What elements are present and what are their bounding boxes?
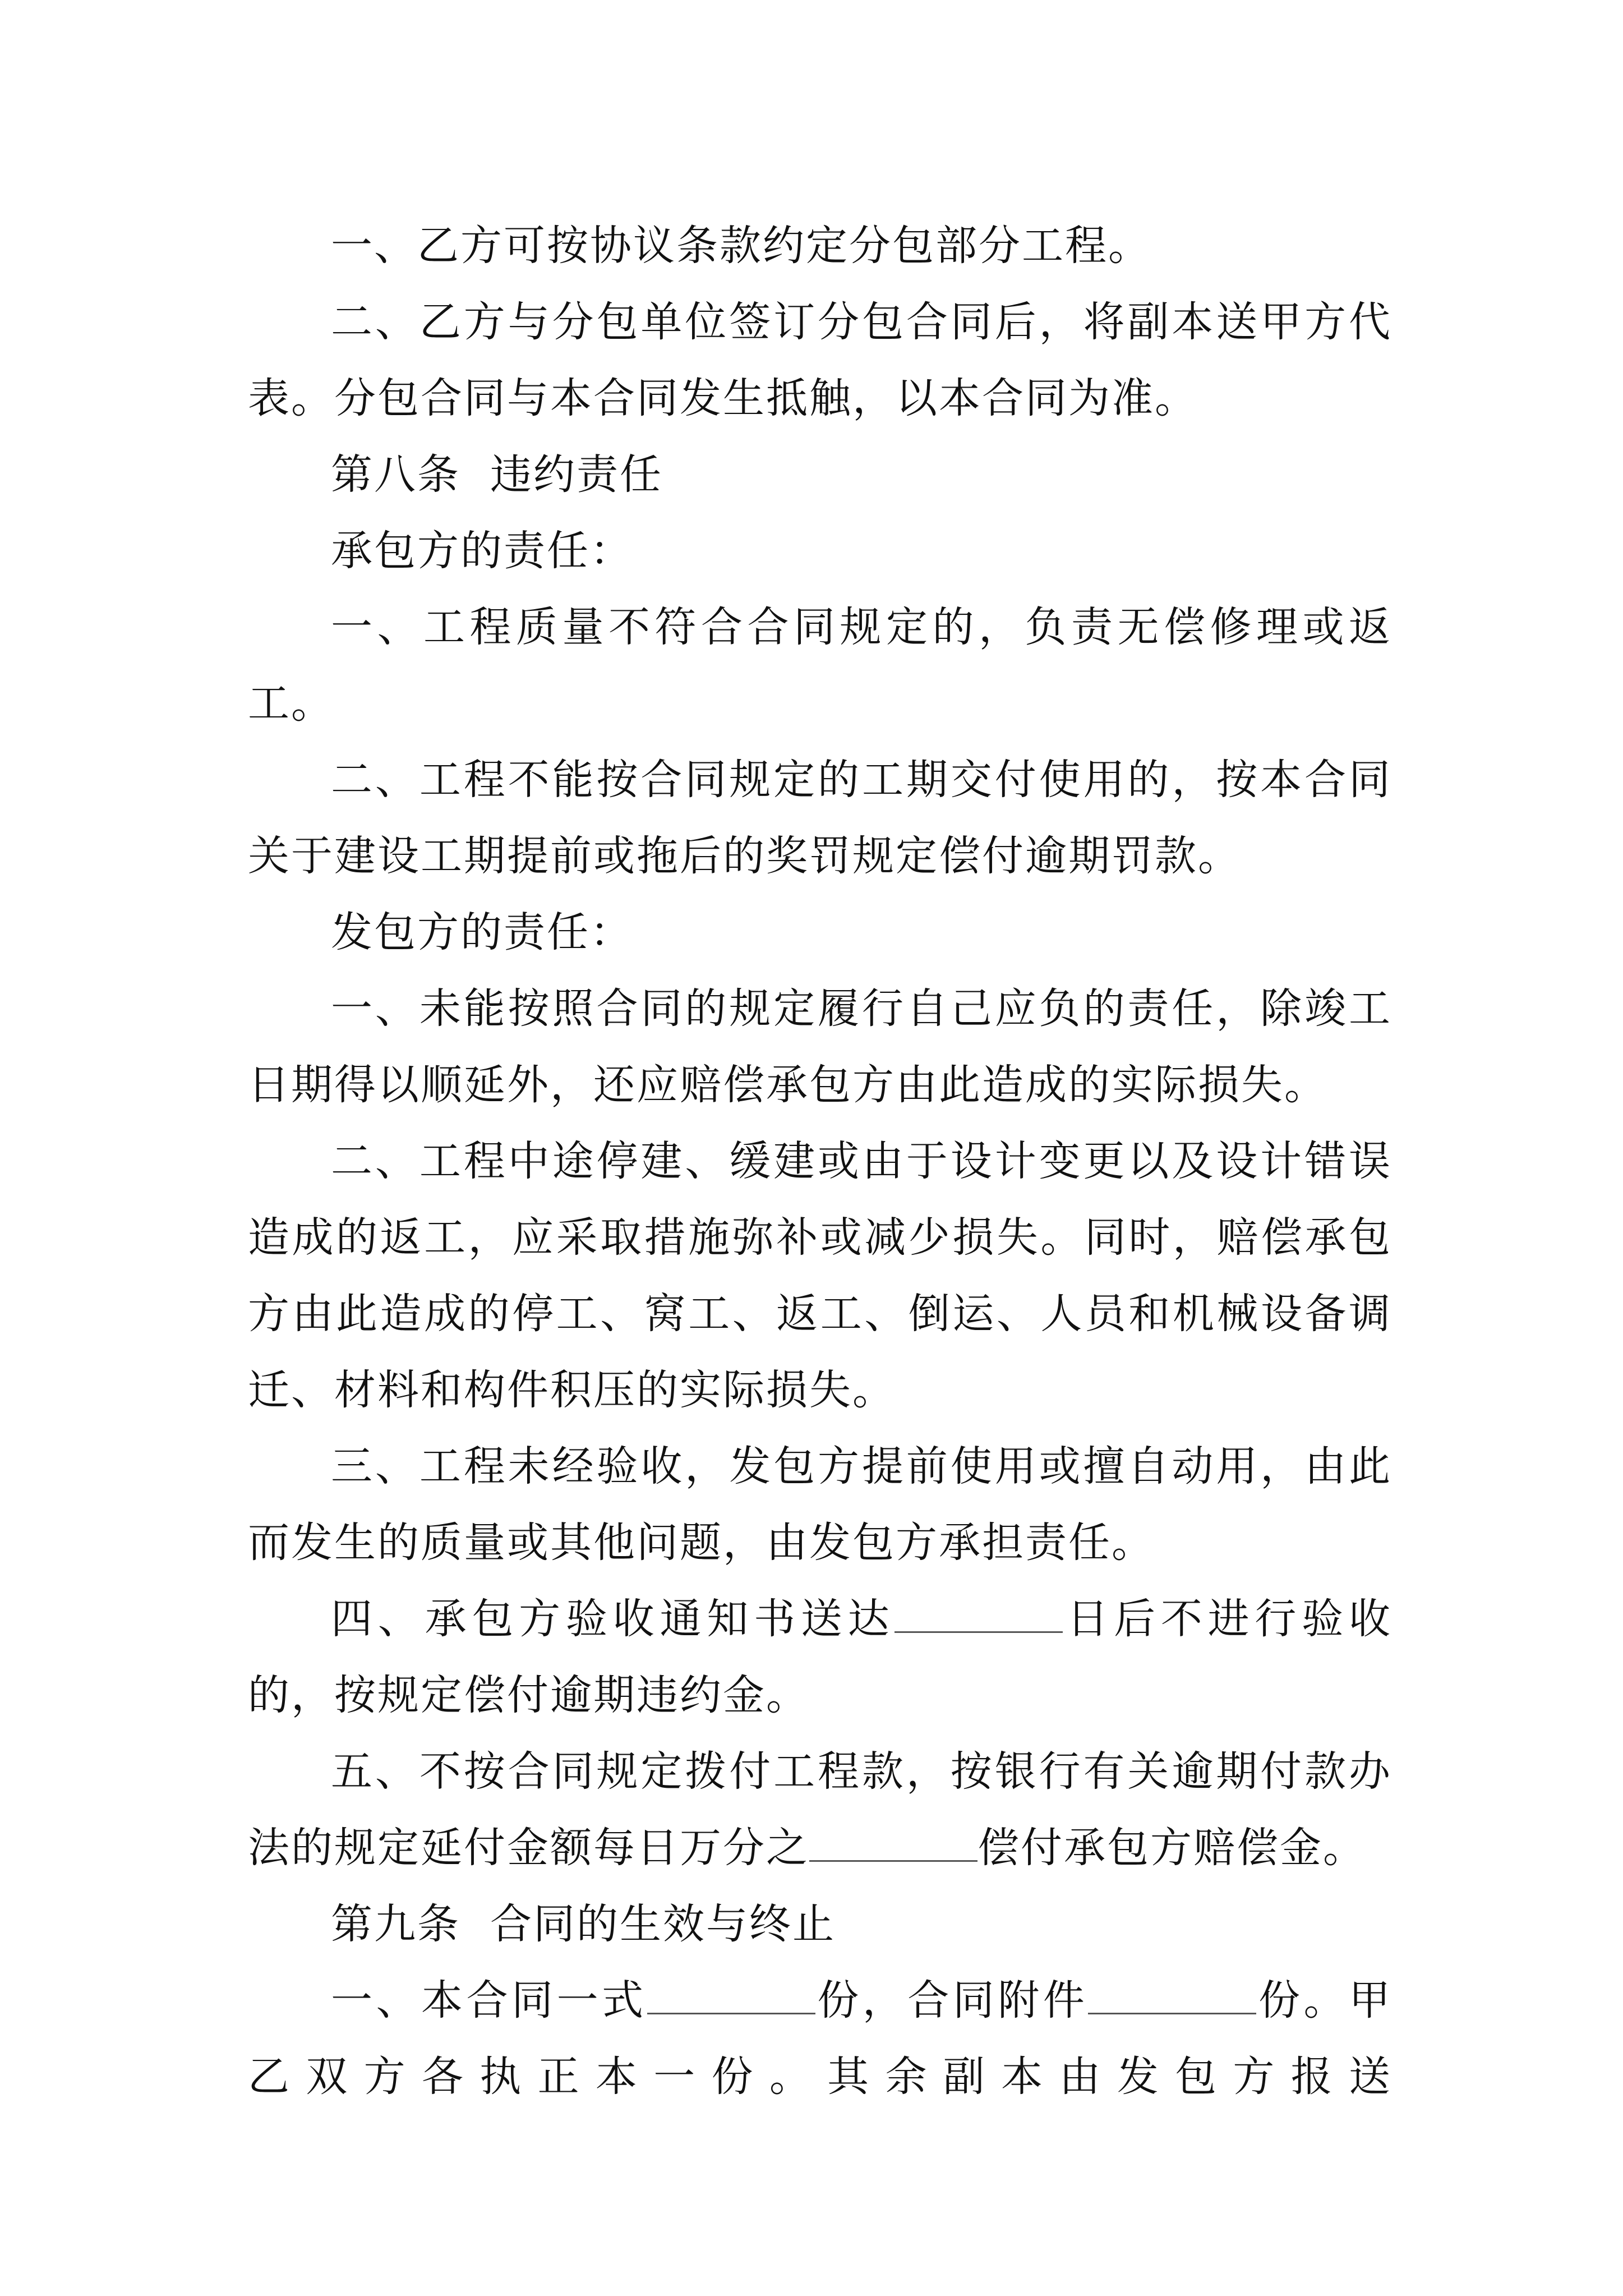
contractor-clause-1: 一、工程质量不符合合同规定的，负责无偿修理或返工。 xyxy=(248,603,1392,728)
client-clause-4-text-a: 四、承包方验收通知书送达 xyxy=(331,1595,895,1643)
fill-in-blank-attachments[interactable] xyxy=(1088,1978,1256,2014)
fill-in-blank-copies[interactable] xyxy=(647,1978,815,2014)
effect-clause-1 xyxy=(248,1962,1392,2115)
client-responsibility-title: 发包方的责任： xyxy=(331,908,633,956)
article-8-heading: 第八条 违约责任 xyxy=(331,450,663,499)
client-clause-5-text-a: 五、不按合同规定拨付工程款，按银行有关逾期付款办法的规定延付金额每日万分之 xyxy=(248,1747,1392,1872)
contractor-responsibility-title: 承包方的责任： xyxy=(331,527,633,575)
contractor-clause-2: 二、工程不能按合同规定的工期交付使用的，按本合同关于建设工期提前或拖后的奖罚规定偿付逾期罚款。 xyxy=(248,756,1392,880)
effect-clause-1-text-c: 份。甲乙双方各执正本一份。其余副本由发包方报送 xyxy=(248,1976,1393,2101)
client-clause-1: 一、未能按照合同的规定履行自己应负的责任，除竣工日期得以顺延外，还应赔偿承包方由此造成的实际损失。 xyxy=(248,984,1392,1109)
client-clause-3: 三、工程未经验收，发包方提前使用或擅自动用，由此而发生的质量或其他问题，由发包方承担责任。 xyxy=(248,1442,1392,1567)
fill-in-blank-rate[interactable] xyxy=(809,1825,978,1862)
client-clause-4-text-b: 日后不进行验收的，按规定偿付逾期违约金。 xyxy=(248,1595,1393,1719)
client-clause-5-text-b: 偿付承包方赔偿金。 xyxy=(978,1824,1366,1872)
article-9-heading: 第九条 合同的生效与终止 xyxy=(331,1900,836,1948)
client-clause-5 xyxy=(248,1733,1392,1886)
fill-in-blank-days[interactable] xyxy=(895,1596,1063,1633)
clause-subcontract-2: 二、乙方与分包单位签订分包合同后，将副本送甲方代表。分包合同与本合同发生抵触，以本合同为准。 xyxy=(248,298,1392,422)
client-clause-2: 二、工程中途停建、缓建或由于设计变更以及设计错误造成的返工，应采取措施弥补或减少损失。同时，赔偿承包方由此造成的停工、窝工、返工、倒运、人员和机械设备调迁、材料和构件积压的实际损失。 xyxy=(248,1137,1392,1414)
effect-clause-1-text-a: 一、本合同一式 xyxy=(331,1976,647,2024)
document-body xyxy=(248,208,1392,2115)
client-clause-4 xyxy=(248,1581,1392,1733)
effect-clause-1-text-b: 份，合同附件 xyxy=(815,1976,1089,2024)
clause-subcontract-1: 一、乙方可按协议条款约定分包部分工程。 xyxy=(331,222,1151,270)
